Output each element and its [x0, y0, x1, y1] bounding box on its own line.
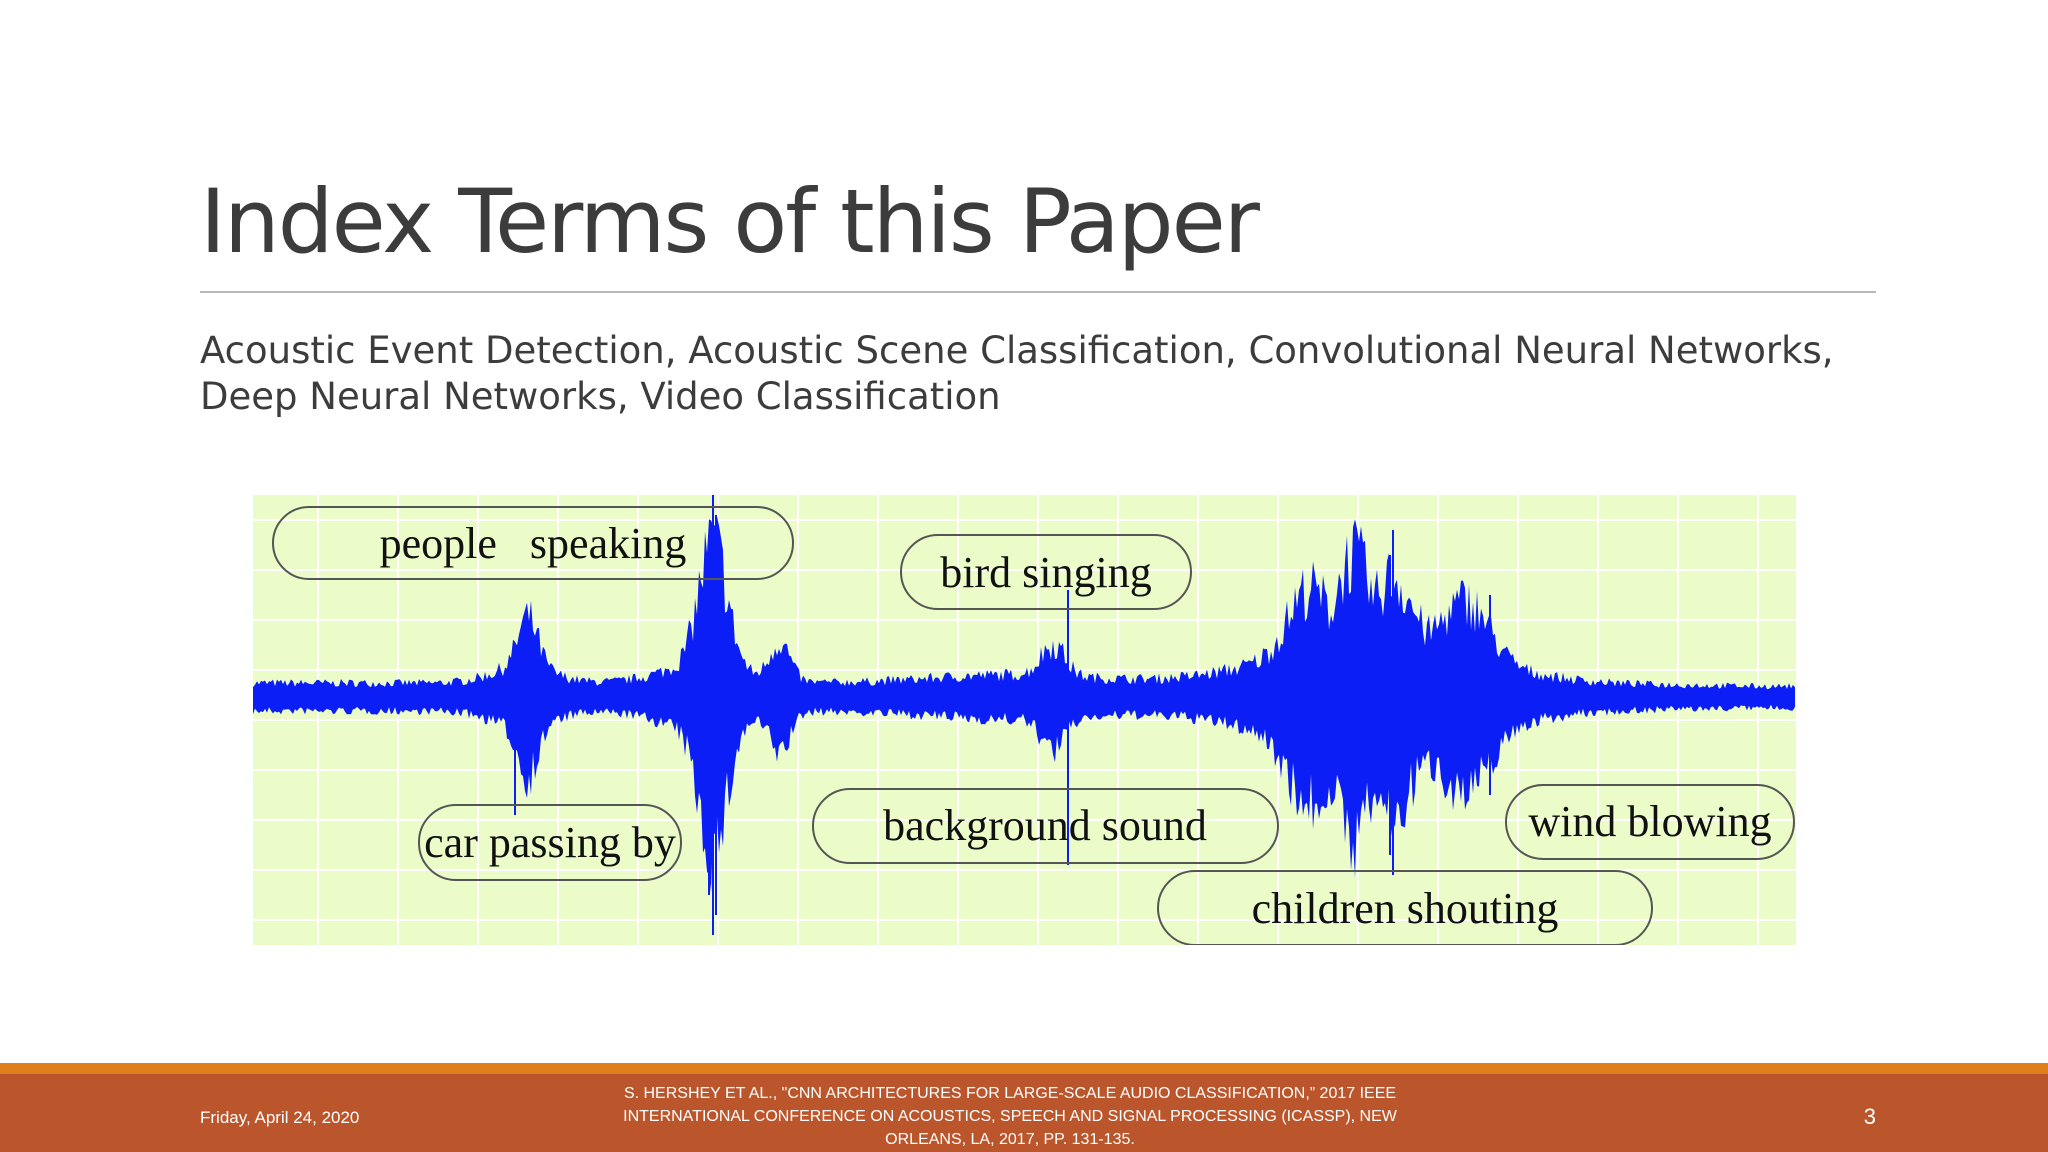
footer-bar: [0, 1074, 2048, 1152]
label-people-speaking-text: people speaking: [379, 519, 687, 568]
label-background-sound: [813, 789, 1278, 863]
footer-accent-bar: [0, 1063, 2048, 1074]
label-wind-blowing-text: wind blowing: [1528, 797, 1772, 846]
label-bird-singing-text: bird singing: [940, 548, 1152, 597]
footer-date: Friday, April 24, 2020: [200, 1108, 360, 1127]
title-divider: [200, 291, 1876, 293]
label-children-shouting: [1158, 871, 1652, 945]
label-bird-singing: [901, 535, 1191, 609]
waveform-illustration: [253, 495, 1796, 945]
label-children-shouting-text: children shouting: [1251, 884, 1559, 933]
footer-citation: S. HERSHEY ET AL., "CNN ARCHITECTURES FOR LARGE-SCALE AUDIO CLASSIFICATION,” 2017 IEEE INTERNATIONAL CONFERENCE ON ACOUSTICS, SPEECH AND SIGNAL PROCESSING (ICASSP), NEW ORLEANS, LA, 2017, PP. 131-135.: [623, 1085, 1397, 1148]
audio-waveform-figure: [253, 495, 1796, 945]
label-wind-blowing: [1506, 785, 1794, 859]
label-car-passing-by: [419, 805, 681, 880]
label-car-passing-by-text: car passing by: [424, 818, 676, 867]
page-number: 3: [1863, 1104, 1876, 1129]
slide-title: Index Terms of this Paper: [200, 170, 1258, 273]
index-terms-text: Acoustic Event Detection, Acoustic Scene Classification, Convolutional Neural Networks, Deep Neural Networks, Video Classification: [200, 329, 1834, 418]
label-background-sound-text: background sound: [883, 801, 1207, 850]
